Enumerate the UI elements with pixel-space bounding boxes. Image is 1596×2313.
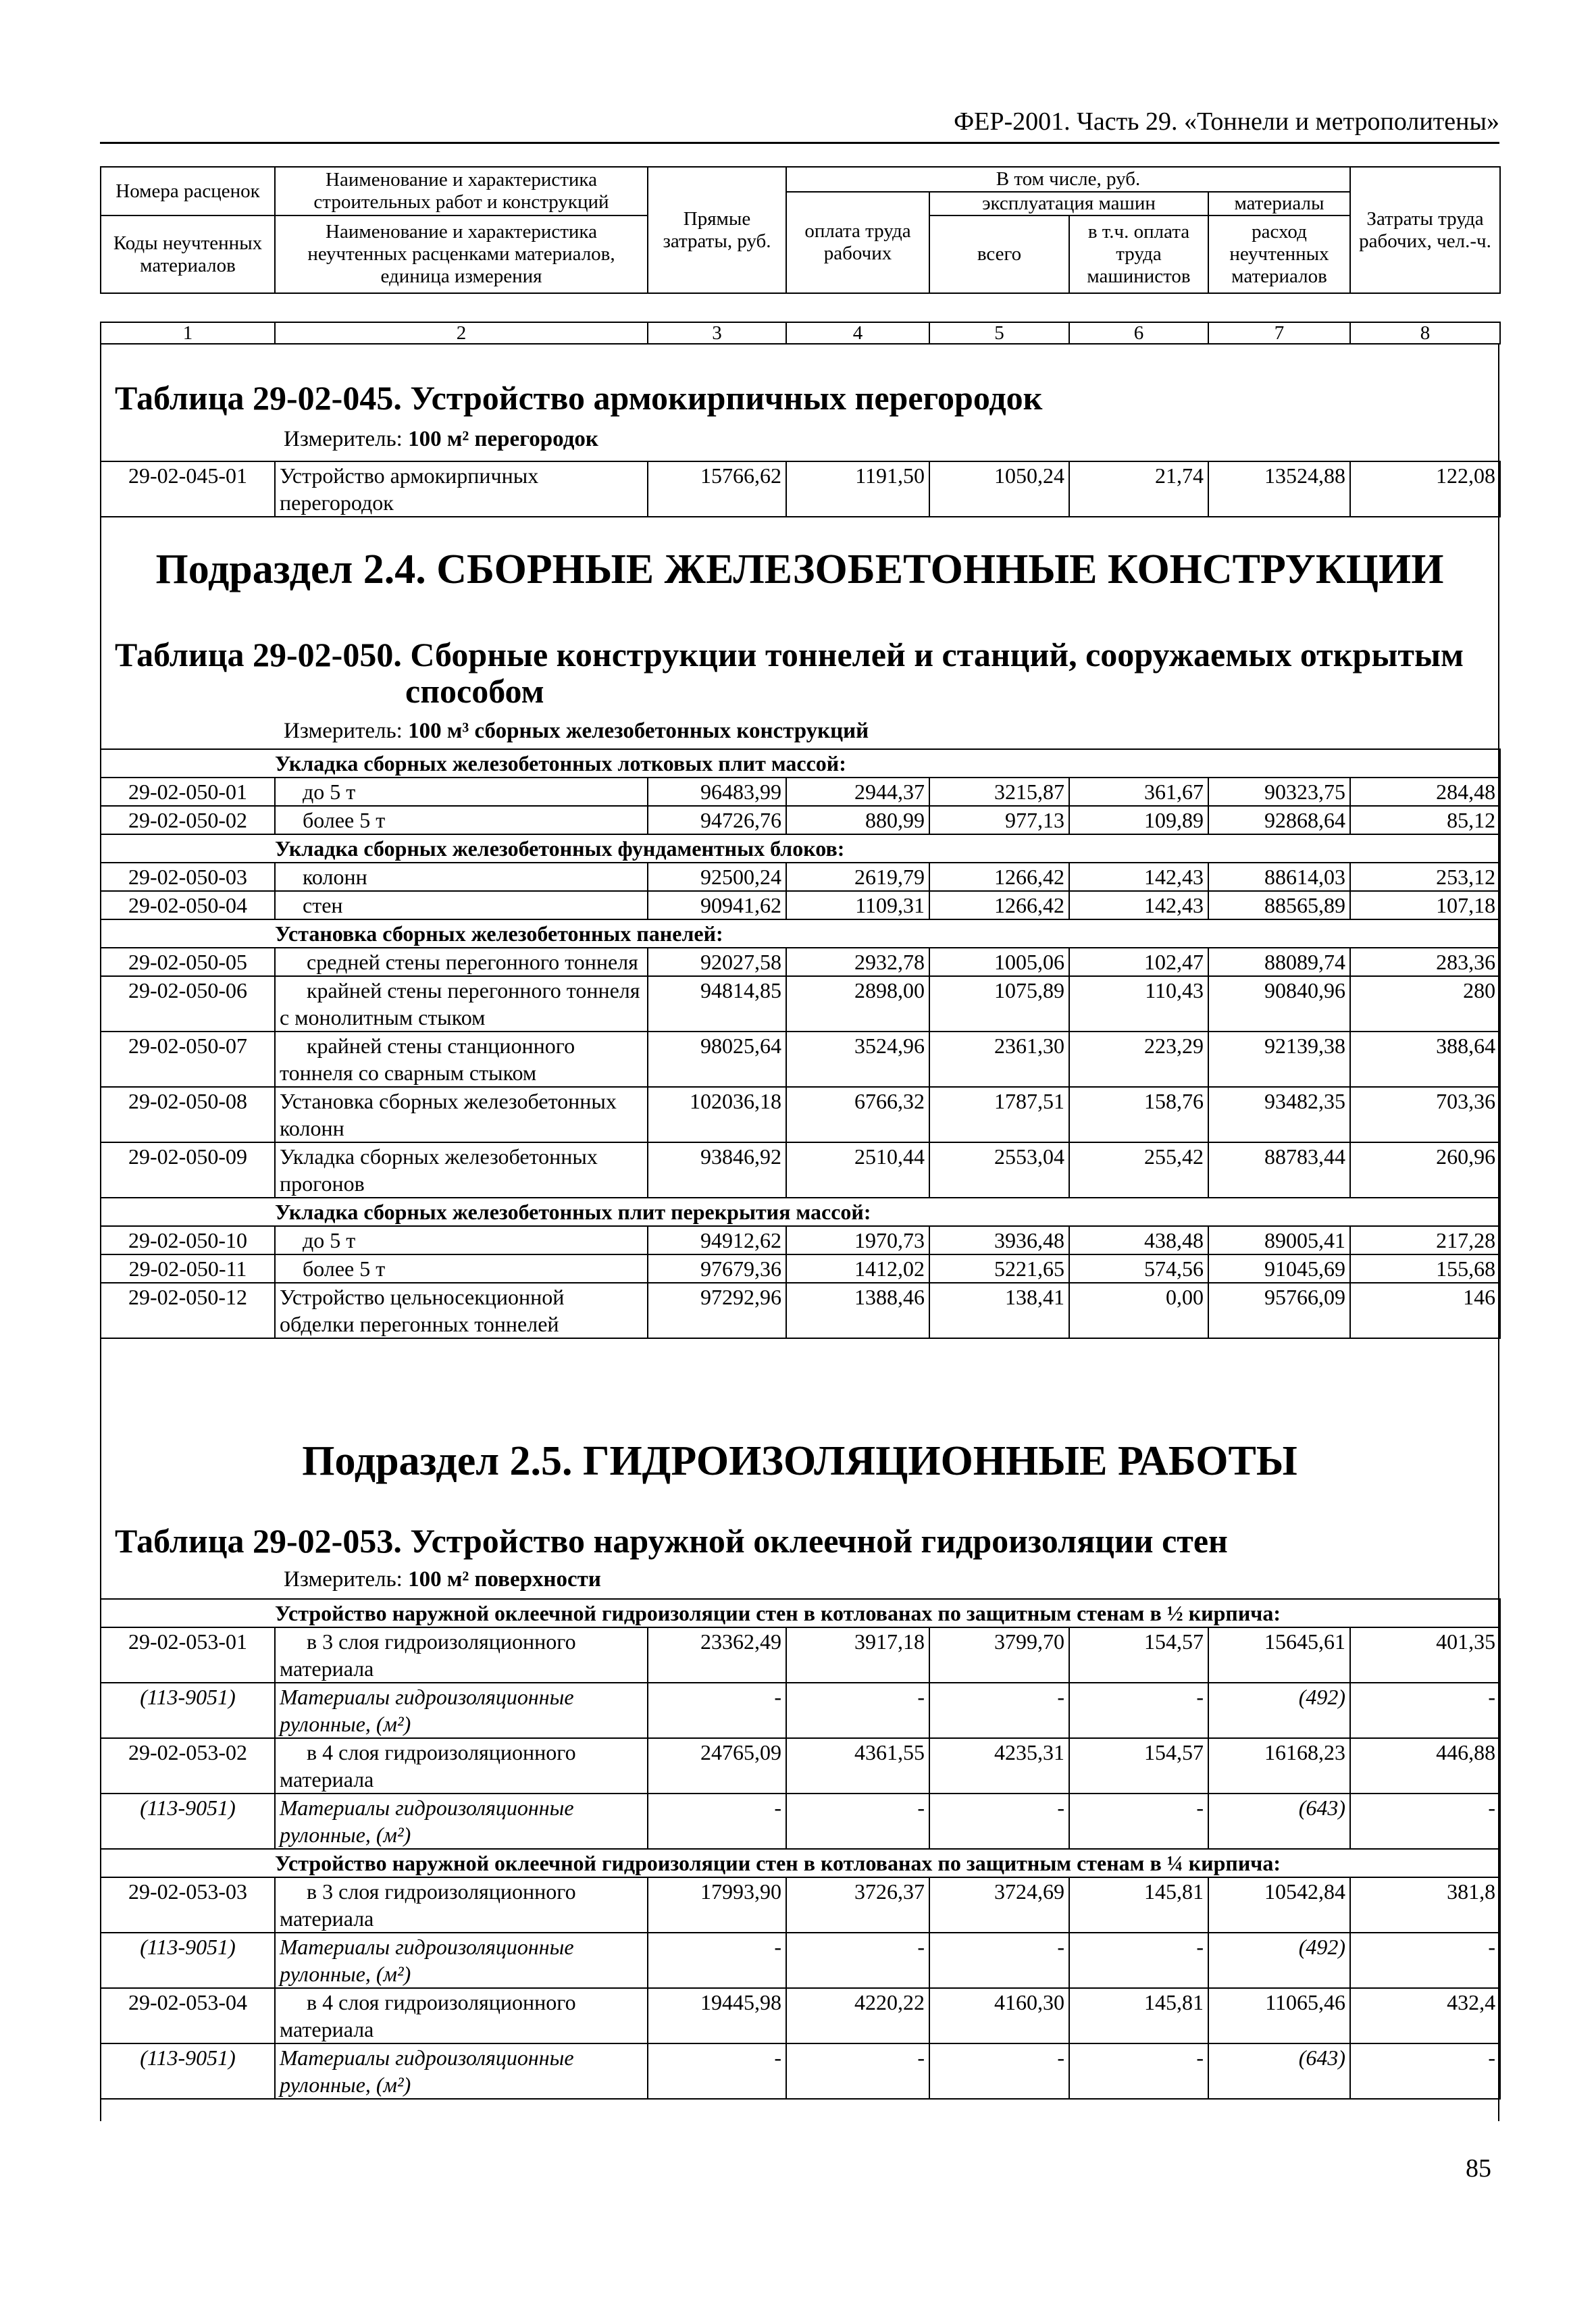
cell-direct: 98025,64 [648,1032,786,1087]
mat-cell: - [929,2043,1069,2099]
cell-materials: 93482,35 [1208,1087,1350,1142]
cell-materials: 16168,23 [1208,1738,1350,1794]
cell-machines: 2361,30 [929,1032,1069,1087]
cell-labor: 1970,73 [786,1226,929,1254]
table-045 [100,461,1501,517]
row-code: 29-02-050-06 [101,976,275,1032]
row-name: в 4 слоя гидроизоляционного материала [275,1988,648,2043]
cell-labor: 2932,78 [786,948,929,976]
cell-direct: 93846,92 [648,1142,786,1198]
cell-machines: 3724,69 [929,1877,1069,1933]
row-name: колонн [275,863,648,891]
group-header-row [101,919,1500,948]
cell-direct: 102036,18 [648,1087,786,1142]
cell-hours: 432,4 [1350,1988,1500,2043]
subsection-2-4-title: Подраздел 2.4. СБОРНЫЕ ЖЕЛЕЗОБЕТОННЫЕ КОНСТРУКЦИИ [155,547,1444,592]
cell-labor: 3917,18 [786,1627,929,1683]
table-row [101,778,1500,806]
cell-machines: 1266,42 [929,891,1069,919]
incl-group-header: В том числе, руб. [786,167,1350,192]
table-row [101,806,1500,834]
mat-consumption: (492) [1208,1933,1350,1988]
row-name: в 3 слоя гидроизоляционного материала [275,1627,648,1683]
col-1b-header: Коды неучтенных материалов [101,215,275,293]
table-045-title: Таблица 29-02-045. Устройство армокирпичных перегородок [115,379,1043,417]
cell-operators: 574,56 [1069,1254,1208,1283]
col-1a-header: Номера расценок [101,167,275,215]
cell-materials: 89005,41 [1208,1226,1350,1254]
group-header: Укладка сборных железобетонных плит перекрытия массой: [275,1198,1500,1226]
group-header-row [101,1849,1500,1877]
material-code: (113-9051) [101,1933,275,1988]
material-name: Материалы гидроизоляционные рулонные, (м²) [275,1683,648,1738]
material-code: (113-9051) [101,1683,275,1738]
cell-hours: 280 [1350,976,1500,1032]
cell-labor: 4220,22 [786,1988,929,2043]
cell-materials: 88783,44 [1208,1142,1350,1198]
col-7-header: расход неучтенных материалов [1208,215,1350,293]
cell-machines: 1075,89 [929,976,1069,1032]
cell-machines: 138,41 [929,1283,1069,1338]
mat-cell: - [648,1683,786,1738]
row-code: 29-02-050-03 [101,863,275,891]
table-row [101,1087,1500,1142]
row-name: средней стены перегонного тоннеля [275,948,648,976]
cell-operators: 158,76 [1069,1087,1208,1142]
cell-machines: 3936,48 [929,1226,1069,1254]
row-code: 29-02-050-10 [101,1226,275,1254]
col-6-header: в т.ч. оплата труда машинистов [1069,215,1208,293]
cell-machines: 977,13 [929,806,1069,834]
cell-labor: 6766,32 [786,1087,929,1142]
subsection-2-5-title: Подраздел 2.5. ГИДРОИЗОЛЯЦИОННЫЕ РАБОТЫ [302,1438,1297,1484]
group-header-row [101,749,1500,778]
cell-machines: 3215,87 [929,778,1069,806]
cell-operators: 145,81 [1069,1988,1208,2043]
mat-cell: - [786,1683,929,1738]
measure-label: Измеритель: [284,719,409,743]
col-3-header: Прямые затраты, руб. [648,167,786,293]
cell-direct: 19445,98 [648,1988,786,2043]
table-053-measure [284,1567,601,1592]
cell-materials: 90323,75 [1208,778,1350,806]
cell-operators: 109,89 [1069,806,1208,834]
mat-cell: - [929,1933,1069,1988]
measure-value: 100 м² перегородок [408,427,598,451]
cell-materials: 92139,38 [1208,1032,1350,1087]
column-number-row [100,322,1501,345]
group-header-row [101,834,1500,863]
cell-materials: 95766,09 [1208,1283,1350,1338]
table-row [101,1738,1500,1794]
cell-hours: 122,08 [1350,461,1500,517]
table-050-title-line2: способом [405,672,544,710]
row-code: 29-02-050-08 [101,1087,275,1142]
cell-materials: 88565,89 [1208,891,1350,919]
cell-direct: 94912,62 [648,1226,786,1254]
group-header: Укладка сборных железобетонных фундаментных блоков: [275,834,1500,863]
cell-hours: 107,18 [1350,891,1500,919]
col-4-header: оплата труда рабочих [786,192,929,293]
col-num: 5 [929,322,1069,344]
table-row [101,1283,1500,1338]
header-rule [100,142,1499,144]
cell-hours: 388,64 [1350,1032,1500,1087]
col-num: 2 [275,322,648,344]
machines-group-header: эксплуатация машин [929,192,1208,215]
row-name: в 4 слоя гидроизоляционного материала [275,1738,648,1794]
table-row [101,1226,1500,1254]
table-045-measure [284,427,598,452]
cell-materials: 88089,74 [1208,948,1350,976]
cell-labor: 1412,02 [786,1254,929,1283]
cell-operators: 110,43 [1069,976,1208,1032]
cell-hours: 284,48 [1350,778,1500,806]
cell-direct: 92027,58 [648,948,786,976]
col-num: 8 [1350,322,1500,344]
cell-direct: 94726,76 [648,806,786,834]
row-name: Установка сборных железобетонных колонн [275,1087,648,1142]
materials-group-header: материалы [1208,192,1350,215]
cell-materials: 13524,88 [1208,461,1350,517]
row-name: Устройство армокирпичных перегородок [275,461,648,517]
row-name: стен [275,891,648,919]
cell-operators: 361,67 [1069,778,1208,806]
cell-hours: 703,36 [1350,1087,1500,1142]
material-row [101,2043,1500,2099]
group-header: Устройство наружной оклеечной гидроизоляции стен в котлованах по защитным стенам в ¼ кирпича: [275,1849,1500,1877]
table-row [101,1032,1500,1087]
cell-labor: 1388,46 [786,1283,929,1338]
cell-materials: 90840,96 [1208,976,1350,1032]
cell-operators: 154,57 [1069,1627,1208,1683]
cell-operators: 142,43 [1069,863,1208,891]
col-num: 4 [786,322,929,344]
table-row [101,1627,1500,1683]
cell-direct: 23362,49 [648,1627,786,1683]
cell-labor: 880,99 [786,806,929,834]
cell-direct: 92500,24 [648,863,786,891]
material-row [101,1794,1500,1849]
col-num: 7 [1208,322,1350,344]
mat-cell: - [786,1933,929,1988]
cell-labor: 2619,79 [786,863,929,891]
row-name: более 5 т [275,806,648,834]
cell-hours: 381,8 [1350,1877,1500,1933]
cell-machines: 1266,42 [929,863,1069,891]
row-name: крайней стены перегонного тоннеля с монолитным стыком [275,976,648,1032]
cell-direct: 90941,62 [648,891,786,919]
table-050-title-line1: Таблица 29-02-050. Сборные конструкции тоннелей и станций, сооружаемых открытым [115,636,1464,673]
table-row [101,976,1500,1032]
cell-operators: 102,47 [1069,948,1208,976]
mat-cell: - [648,2043,786,2099]
mat-cell: - [1069,1933,1208,1988]
group-header-row [101,1599,1500,1627]
measure-label: Измеритель: [284,1567,409,1592]
page-header: ФЕР-2001. Часть 29. «Тоннели и метрополитены» [954,107,1499,136]
cell-operators: 255,42 [1069,1142,1208,1198]
cell-labor: 2510,44 [786,1142,929,1198]
cell-labor: 3726,37 [786,1877,929,1933]
table-row [101,1254,1500,1283]
cell-machines: 2553,04 [929,1142,1069,1198]
cell-direct: 15766,62 [648,461,786,517]
cell-machines: 4160,30 [929,1988,1069,2043]
mat-cell: - [1350,1794,1500,1849]
col-num: 1 [101,322,275,344]
cell-materials: 15645,61 [1208,1627,1350,1683]
cell-operators: 0,00 [1069,1283,1208,1338]
material-name: Материалы гидроизоляционные рулонные, (м²) [275,1933,648,1988]
table-row [101,1877,1500,1933]
material-name: Материалы гидроизоляционные рулонные, (м²) [275,2043,648,2099]
mat-cell: - [786,2043,929,2099]
mat-consumption: (643) [1208,1794,1350,1849]
mat-consumption: (643) [1208,2043,1350,2099]
cell-machines: 3799,70 [929,1627,1069,1683]
material-row [101,1933,1500,1988]
cell-hours: 283,36 [1350,948,1500,976]
row-code: 29-02-053-01 [101,1627,275,1683]
cell-direct: 96483,99 [648,778,786,806]
row-code: 29-02-045-01 [101,461,275,517]
mat-cell: - [1350,1933,1500,1988]
row-code: 29-02-050-12 [101,1283,275,1338]
page-number: 85 [1466,2154,1491,2183]
mat-cell: - [1350,2043,1500,2099]
cell-direct: 24765,09 [648,1738,786,1794]
measure-label: Измеритель: [284,427,409,451]
group-header: Установка сборных железобетонных панелей: [275,919,1500,948]
cell-operators: 145,81 [1069,1877,1208,1933]
cell-hours: 253,12 [1350,863,1500,891]
col-num: 3 [648,322,786,344]
mat-cell: - [1069,1683,1208,1738]
mat-cell: - [648,1794,786,1849]
row-code: 29-02-050-01 [101,778,275,806]
cell-hours: 146 [1350,1283,1500,1338]
group-header: Устройство наружной оклеечной гидроизоляции стен в котлованах по защитным стенам в ½ кирпича: [275,1599,1500,1627]
table-row [101,1142,1500,1198]
row-name: до 5 т [275,1226,648,1254]
cell-hours: 155,68 [1350,1254,1500,1283]
cell-materials: 92868,64 [1208,806,1350,834]
mat-cell: - [1069,1794,1208,1849]
cell-direct: 97292,96 [648,1283,786,1338]
col-2a-header: Наименование и характеристика строительных работ и конструкций [275,167,648,215]
mat-cell: - [1350,1683,1500,1738]
cell-machines: 5221,65 [929,1254,1069,1283]
col-num: 6 [1069,322,1208,344]
group-header: Укладка сборных железобетонных лотковых плит массой: [275,749,1500,778]
cell-materials: 10542,84 [1208,1877,1350,1933]
table-row [101,891,1500,919]
table-050-measure [284,719,869,744]
cell-materials: 88614,03 [1208,863,1350,891]
cell-operators: 438,48 [1069,1226,1208,1254]
mat-cell: - [929,1794,1069,1849]
row-code: 29-02-050-07 [101,1032,275,1087]
cell-labor: 4361,55 [786,1738,929,1794]
cell-direct: 17993,90 [648,1877,786,1933]
row-code: 29-02-050-05 [101,948,275,976]
group-header-row [101,1198,1500,1226]
cell-materials: 11065,46 [1208,1988,1350,2043]
table-053 [100,1598,1501,2100]
row-name: в 3 слоя гидроизоляционного материала [275,1877,648,1933]
mat-cell: - [929,1683,1069,1738]
col-8-header: Затраты труда рабочих, чел.-ч. [1350,167,1500,293]
cell-machines: 1005,06 [929,948,1069,976]
row-code: 29-02-050-11 [101,1254,275,1283]
cell-operators: 21,74 [1069,461,1208,517]
cell-direct: 97679,36 [648,1254,786,1283]
row-code: 29-02-050-04 [101,891,275,919]
cell-labor: 1109,31 [786,891,929,919]
cell-direct: 94814,85 [648,976,786,1032]
cell-labor: 3524,96 [786,1032,929,1087]
row-code: 29-02-053-02 [101,1738,275,1794]
measure-value: 100 м² поверхности [408,1567,601,1592]
material-name: Материалы гидроизоляционные рулонные, (м²) [275,1794,648,1849]
cell-hours: 85,12 [1350,806,1500,834]
table-row [101,863,1500,891]
row-name: до 5 т [275,778,648,806]
cell-hours: 446,88 [1350,1738,1500,1794]
row-code: 29-02-050-09 [101,1142,275,1198]
table-row [101,1988,1500,2043]
cell-machines: 1050,24 [929,461,1069,517]
row-code: 29-02-053-03 [101,1877,275,1933]
row-name: более 5 т [275,1254,648,1283]
material-code: (113-9051) [101,2043,275,2099]
cell-hours: 217,28 [1350,1226,1500,1254]
material-row [101,1683,1500,1738]
table-row [101,948,1500,976]
cell-materials: 91045,69 [1208,1254,1350,1283]
table-053-title: Таблица 29-02-053. Устройство наружной оклеечной гидроизоляции стен [115,1522,1228,1560]
row-code: 29-02-053-04 [101,1988,275,2043]
material-code: (113-9051) [101,1794,275,1849]
mat-cell: - [786,1794,929,1849]
col-2b-header: Наименование и характеристика неучтенных расценками материалов, единица измерения [275,215,648,293]
cell-hours: 401,35 [1350,1627,1500,1683]
table-050 [100,748,1501,1339]
row-code: 29-02-050-02 [101,806,275,834]
col-5-header: всего [929,215,1069,293]
cell-machines: 1787,51 [929,1087,1069,1142]
table-row [101,461,1500,517]
row-name: крайней стены станционного тоннеля со сварным стыком [275,1032,648,1087]
column-header-table [100,166,1501,294]
cell-operators: 223,29 [1069,1032,1208,1087]
mat-cell: - [648,1933,786,1988]
cell-labor: 2944,37 [786,778,929,806]
cell-hours: 260,96 [1350,1142,1500,1198]
cell-machines: 4235,31 [929,1738,1069,1794]
cell-operators: 142,43 [1069,891,1208,919]
row-name: Укладка сборных железобетонных прогонов [275,1142,648,1198]
cell-operators: 154,57 [1069,1738,1208,1794]
mat-consumption: (492) [1208,1683,1350,1738]
mat-cell: - [1069,2043,1208,2099]
cell-labor: 2898,00 [786,976,929,1032]
row-name: Устройство цельносекционной обделки перегонных тоннелей [275,1283,648,1338]
cell-labor: 1191,50 [786,461,929,517]
measure-value: 100 м³ сборных железобетонных конструкций [408,719,869,743]
